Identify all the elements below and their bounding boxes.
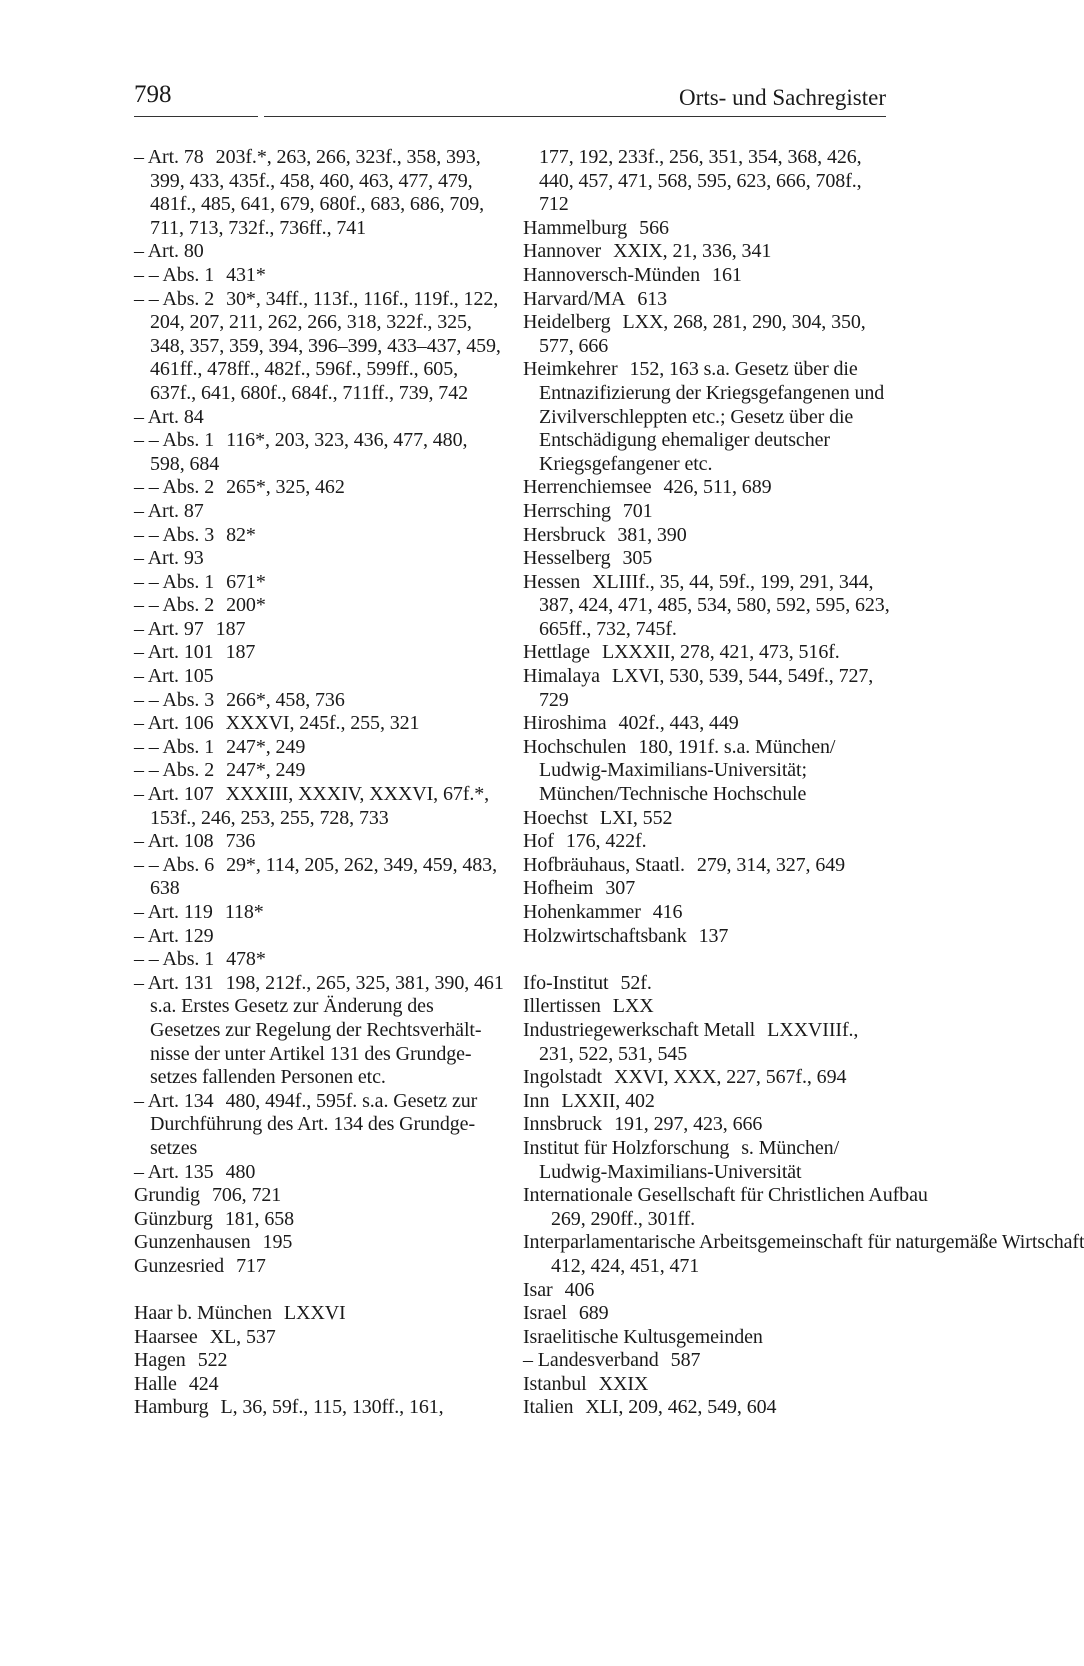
index-entry-refs: 717	[236, 1254, 266, 1277]
index-entry-term: Haar b. München	[134, 1302, 272, 1325]
index-entry	[523, 217, 891, 241]
index-entry-term: Günzburg	[134, 1207, 213, 1230]
index-entry	[134, 1396, 506, 1420]
index-entry-refs: 187	[225, 641, 256, 664]
index-entry	[523, 1279, 891, 1303]
index-entry-term: Hoechst	[523, 806, 588, 829]
index-entry-term: Gunzesried	[134, 1254, 225, 1277]
index-entry	[523, 925, 891, 949]
index-entry-term: – – Abs. 2	[134, 476, 215, 499]
index-entry-term: – Art. 84	[134, 405, 204, 428]
index-entry-refs: 52f.	[620, 971, 652, 994]
index-entry	[134, 524, 506, 548]
index-entry-refs: XXXIII, XXXIV, XXXVI, 67f.*, 153f., 246, 253, 255, 728, 733	[150, 783, 490, 829]
index-entry	[134, 901, 506, 925]
index-entry-term: – Art. 119	[134, 901, 213, 923]
index-entry-refs: LXI, 552	[599, 806, 673, 829]
index-entry-refs: 480, 494f., 595f. s.a. Gesetz zur Durchführung des Art. 134 des Grundge-setzes	[150, 1089, 478, 1159]
index-entry-refs: 187	[215, 617, 246, 640]
index-entry-refs: XXVI, XXX, 227, 567f., 694	[614, 1066, 847, 1089]
index-entry-refs: 279, 314, 327, 649	[696, 853, 846, 876]
index-entry-term: – Art. 107	[134, 783, 214, 806]
index-entry-refs: 522	[197, 1349, 228, 1372]
index-entry	[134, 830, 506, 854]
index-entry-term: Heidelberg	[523, 311, 611, 334]
index-entry	[523, 901, 891, 925]
index-entry-term: Industriegewerkschaft Metall	[523, 1018, 756, 1041]
index-entry-term: – – Abs. 6	[134, 853, 215, 876]
index-entry	[134, 429, 506, 476]
index-entry-refs: 266*, 458, 736	[226, 688, 345, 711]
index-entry-term: – Art. 135	[134, 1160, 214, 1183]
index-column-right	[523, 146, 1084, 1420]
index-entry-refs: L, 36, 59f., 115, 130ff., 161,	[220, 1396, 444, 1419]
index-entry-term: Hamburg	[134, 1396, 209, 1419]
index-entry-term: Halle	[134, 1372, 177, 1395]
index-entry	[523, 641, 891, 665]
index-entry-refs: 161	[712, 263, 742, 286]
index-entry-term: Illertissen	[523, 995, 601, 1018]
index-entry	[134, 854, 506, 901]
index-entry-term: Herrsching	[523, 499, 611, 522]
index-entry	[523, 1231, 1084, 1278]
index-entry	[134, 288, 506, 406]
index-entry-term: Italien	[523, 1396, 574, 1419]
index-entry-term: – – Abs. 1	[134, 948, 215, 971]
index-entry-refs: 116*, 203, 323, 436, 477, 480, 598, 684	[150, 429, 468, 475]
index-entry-term: Hof	[523, 830, 554, 853]
index-entry-refs: 176, 422f.	[565, 830, 647, 853]
index-entry-term: Hettlage	[523, 641, 590, 664]
index-entry	[134, 783, 506, 830]
index-entry-refs: 307	[605, 877, 636, 900]
index-entry	[523, 476, 891, 500]
index-entry-refs: 195	[262, 1231, 293, 1254]
index-entry-term: Heimkehrer	[523, 358, 618, 381]
index-entry-refs: 736	[225, 830, 256, 853]
index-entry-refs: 269, 290ff., 301ff.	[551, 1207, 696, 1230]
index-entry-refs: 137	[698, 924, 729, 947]
index-entry-refs: XLIIIf., 35, 44, 59f., 199, 291, 344, 387, 424, 471, 485, 534, 580, 592, 595, 623, 665ff., 732, 745f.	[539, 570, 890, 640]
index-entry-term: Hammelburg	[523, 216, 628, 239]
index-entry-term: Gunzenhausen	[134, 1231, 251, 1254]
index-entry-refs: 431*	[226, 263, 266, 286]
index-entry-refs: 247*, 249	[226, 759, 306, 782]
header-rule-long	[264, 116, 886, 117]
index-entry	[523, 524, 891, 548]
index-entry	[134, 264, 506, 288]
index-entry-refs: 203f.*, 263, 266, 323f., 358, 393, 399, 433, 435f., 458, 460, 463, 477, 479, 481f., 485, 641, 679, 680f., 683, 686, 709, 711, 713, 732f., 736ff., 741	[150, 146, 485, 239]
index-letter-gap	[523, 948, 891, 972]
index-entry-term: Hagen	[134, 1349, 186, 1372]
index-entry	[134, 1090, 506, 1161]
index-entry	[134, 618, 506, 642]
index-entry-term: Hessen	[523, 570, 581, 593]
index-entry-term: – Landesverband	[523, 1349, 659, 1372]
index-entry	[134, 1231, 506, 1255]
index-entry-term: Ifo-Institut	[523, 971, 609, 994]
index-entry	[134, 925, 506, 949]
index-entry	[134, 1184, 506, 1208]
running-head: Orts- und Sachregister	[679, 85, 886, 110]
index-entry-term: Innsbruck	[523, 1113, 603, 1136]
index-entry-refs: XXXVI, 245f., 255, 321	[225, 712, 420, 735]
index-entry-refs: XL, 537	[209, 1325, 276, 1348]
index-entry	[134, 665, 506, 689]
index-entry-term: – – Abs. 2	[134, 287, 215, 310]
index-entry-term: Ingolstadt	[523, 1066, 602, 1089]
index-entry-refs: LXXXII, 278, 421, 473, 516f.	[601, 641, 840, 664]
index-entry-refs: 265*, 325, 462	[226, 476, 345, 499]
index-entry-refs: s. München/ Ludwig-Maximilians-Universität	[539, 1136, 840, 1183]
index-entry-refs: 198, 212f., 265, 325, 381, 390, 461 s.a. Erstes Gesetz zur Änderung des Gesetzes zur Regelung der Rechtsverhält-nisse der unter Artikel 131 des Grundge-setzes fallenden Personen etc.	[150, 971, 504, 1089]
index-entry-term: – Art. 129	[134, 924, 214, 947]
index-entry-refs: 381, 390	[617, 523, 687, 546]
index-entry	[134, 594, 506, 618]
index-entry	[134, 948, 506, 972]
index-entry-term: – Art. 134	[134, 1089, 214, 1112]
index-entry-refs: 480	[225, 1160, 256, 1183]
index-entry	[523, 995, 891, 1019]
index-entry	[523, 1090, 891, 1114]
index-entry	[134, 240, 506, 264]
index-entry-refs: XLI, 209, 462, 549, 604	[585, 1396, 777, 1419]
index-entry	[523, 1302, 891, 1326]
index-entry-refs: 402f., 443, 449	[618, 712, 739, 735]
index-entry	[134, 712, 506, 736]
index-entry-term: Grundig	[134, 1184, 200, 1207]
index-entry	[134, 1161, 506, 1185]
index-entry-term: Himalaya	[523, 665, 600, 688]
index-entry	[134, 406, 506, 430]
index-entry	[134, 972, 506, 1090]
index-entry-refs: XXIX, 21, 336, 341	[613, 240, 772, 263]
index-entry-term: – – Abs. 3	[134, 523, 215, 546]
index-entry-term: Hofbräuhaus, Staatl.	[523, 853, 685, 876]
index-entry-term: Hesselberg	[523, 547, 611, 570]
index-entry-refs: 426, 511, 689	[663, 476, 772, 499]
index-entry-refs: 181, 658	[224, 1207, 295, 1230]
index-entry	[523, 571, 891, 642]
index-entry	[523, 807, 891, 831]
index-entry-refs: 200*	[226, 594, 266, 617]
index-entry	[523, 1326, 891, 1350]
index-entry-term: – – Abs. 1	[134, 263, 215, 286]
index-entry	[523, 311, 891, 358]
index-entry-term: – Art. 78	[134, 146, 204, 168]
index-entry-refs: 152, 163 s.a. Gesetz über die Entnazifizierung der Kriegsgefangenen und Zivilverschleppten etc.; Gesetz über die Entschädigung ehemaliger deutscher Kriegsgefangener etc.	[539, 358, 885, 475]
index-entry-term: Hannover	[523, 240, 602, 263]
index-entry-term: – – Abs. 2	[134, 759, 215, 782]
index-entry	[523, 1066, 891, 1090]
index-column-left	[134, 146, 506, 1420]
index-entry-refs: 706, 721	[211, 1184, 282, 1207]
index-entry	[134, 547, 506, 571]
index-entry	[134, 146, 506, 240]
index-entry	[134, 689, 506, 713]
index-entry-refs: 406	[564, 1278, 595, 1301]
index-entry-refs: 566	[639, 216, 669, 239]
index-entry-term: – – Abs. 1	[134, 429, 215, 452]
index-entry	[523, 1396, 891, 1420]
index-entry-refs: 82*	[226, 523, 256, 546]
index-entry-term: Hersbruck	[523, 523, 606, 546]
index-entry	[523, 1113, 891, 1137]
index-entry-refs: 416	[652, 901, 683, 923]
index-entry-term: Hannoversch-Münden	[523, 263, 701, 286]
index-entry-term: Interparlamentarische Arbeitsgemeinschaft für naturgemäße Wirtschaft	[523, 1231, 1084, 1254]
index-entry-term: – Art. 87	[134, 499, 204, 522]
index-entry	[523, 264, 891, 288]
index-entry	[134, 1255, 506, 1279]
index-entry	[523, 1184, 928, 1231]
index-entry-continuation	[523, 146, 891, 217]
index-entry-refs: LXXVIIIf., 231, 522, 531, 545	[539, 1018, 859, 1065]
index-entry-refs: LXX, 268, 281, 290, 304, 350, 577, 666	[539, 311, 866, 357]
index-entry-term: – – Abs. 1	[134, 735, 215, 758]
index-entry-term: – – Abs. 2	[134, 594, 215, 617]
index-entry	[134, 500, 506, 524]
index-entry-refs: 29*, 114, 205, 262, 349, 459, 483, 638	[150, 853, 497, 900]
index-entry	[523, 358, 891, 476]
index-entry-refs: LXX	[612, 995, 654, 1018]
index-entry	[134, 641, 506, 665]
index-entry	[134, 1349, 506, 1373]
index-entry-term: – Art. 97	[134, 617, 204, 640]
index-entry	[523, 240, 891, 264]
index-entry-term: Hofheim	[523, 877, 594, 900]
index-entry-refs: 180, 191f. s.a. München/ Ludwig-Maximilians-Universität; München/Technische Hochschule	[539, 735, 836, 806]
index-entry-refs: 191, 297, 423, 666	[614, 1113, 763, 1136]
index-entry-refs: LXXVI	[283, 1302, 346, 1325]
index-entry-term: Hiroshima	[523, 712, 607, 735]
index-entry	[134, 476, 506, 500]
index-entry	[523, 972, 891, 996]
index-entry-term: – Art. 105	[134, 665, 214, 688]
index-entry-refs: 305	[622, 547, 653, 570]
index-entry-refs: LXXII, 402	[561, 1089, 655, 1112]
index-letter-gap	[134, 1279, 506, 1303]
index-entry-term: Hochschulen	[523, 735, 627, 758]
index-entry-term: – Art. 93	[134, 547, 204, 570]
index-entry-refs: 671*	[226, 570, 266, 593]
index-entry	[134, 736, 506, 760]
index-entry-term: Harvard/MA	[523, 287, 626, 310]
index-entry-refs: 478*	[226, 948, 266, 971]
index-entry	[523, 1349, 891, 1373]
index-entry-term: Institut für Holzforschung	[523, 1136, 730, 1159]
page-number: 798	[134, 81, 172, 108]
index-entry-refs: LXVI, 530, 539, 544, 549f., 727, 729	[539, 665, 874, 711]
index-entry-refs: 701	[622, 499, 653, 522]
index-entry-term: – Art. 101	[134, 641, 214, 664]
index-entry	[134, 1302, 506, 1326]
index-entry-term: Haarsee	[134, 1325, 198, 1348]
index-entry-refs: XXIX	[598, 1372, 649, 1395]
index-entry-term: Holzwirtschaftsbank	[523, 924, 687, 947]
index-entry-refs: 118*	[224, 901, 264, 923]
index-entry-term: Internationale Gesellschaft für Christlichen Aufbau	[523, 1184, 928, 1207]
index-entry	[134, 1208, 506, 1232]
index-entry-term: Hohenkammer	[523, 901, 641, 923]
index-entry-refs: 613	[637, 287, 668, 310]
index-entry-term: – – Abs. 1	[134, 570, 215, 593]
index-entry	[134, 571, 506, 595]
index-entry-refs: 424	[188, 1372, 219, 1395]
index-entry	[134, 1326, 506, 1350]
index-entry-refs: 412, 424, 451, 471	[551, 1254, 700, 1277]
index-entry-refs: 247*, 249	[226, 735, 306, 758]
index-entry	[523, 736, 891, 807]
index-entry	[523, 877, 891, 901]
index-entry-refs: 587	[670, 1349, 701, 1372]
index-entry	[523, 712, 891, 736]
index-entry-term: – Art. 131	[134, 971, 214, 994]
index-entry	[523, 665, 891, 712]
index-entry-term: Inn	[523, 1089, 550, 1112]
index-entry	[134, 759, 506, 783]
index-entry	[523, 830, 891, 854]
index-entry-refs: 177, 192, 233f., 256, 351, 354, 368, 426, 440, 457, 471, 568, 595, 623, 666, 708f., 712	[539, 146, 862, 216]
index-entry-term: – Art. 80	[134, 240, 204, 263]
header-rule-short	[134, 116, 258, 117]
index-entry	[523, 1373, 891, 1397]
index-entry	[523, 500, 891, 524]
index-entry	[523, 854, 891, 878]
index-entry	[523, 288, 891, 312]
index-entry	[134, 1373, 506, 1397]
index-entry	[523, 1137, 891, 1184]
index-entry-term: Herrenchiemsee	[523, 476, 652, 499]
index-entry-term: Israel	[523, 1302, 567, 1325]
index-entry-term: – Art. 108	[134, 830, 214, 853]
index-entry-term: Istanbul	[523, 1372, 587, 1395]
index-entry-term: – Art. 106	[134, 712, 214, 735]
index-entry-term: Isar	[523, 1278, 553, 1301]
index-entry-term: Israelitische Kultusgemeinden	[523, 1325, 763, 1348]
index-entry	[523, 547, 891, 571]
index-entry	[523, 1019, 891, 1066]
index-entry-refs: 30*, 34ff., 113f., 116f., 119f., 122, 204, 207, 211, 262, 266, 318, 322f., 325, 348, 357, 359, 394, 396–399, 433–437, 459, 461ff., 478ff., 482f., 596f., 599ff., 605, 637f., 641, 680f., 684f., 711ff., 739, 742	[150, 287, 501, 404]
index-entry-term: – – Abs. 3	[134, 688, 215, 711]
index-entry-refs: 689	[578, 1302, 609, 1325]
